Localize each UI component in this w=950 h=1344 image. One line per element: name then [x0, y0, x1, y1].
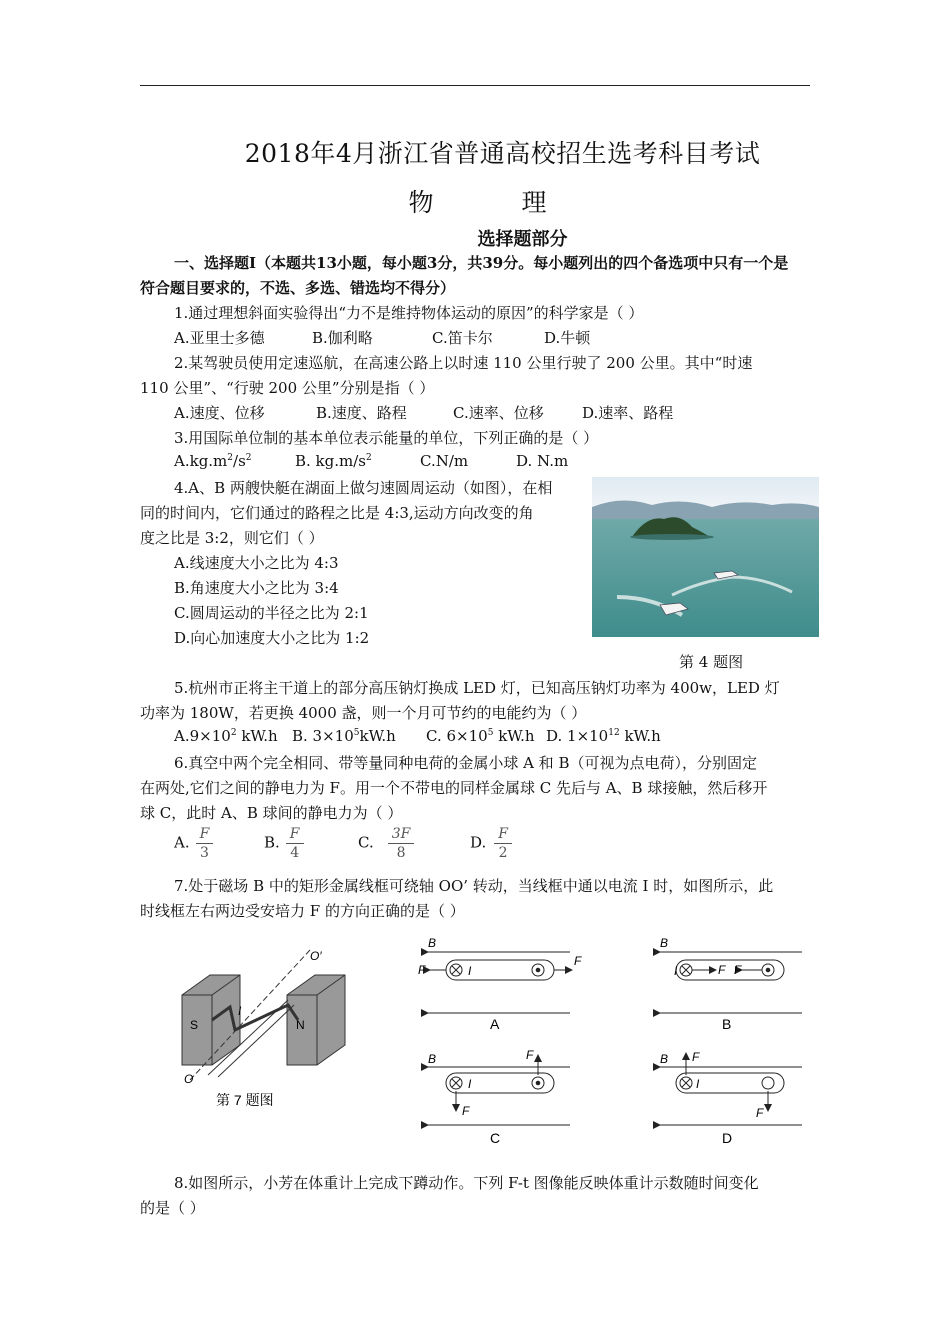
q2-option-d: D.速率、路程: [582, 404, 674, 422]
q5-option-b: B. $3\times 10^5kW.h$: [292, 727, 396, 745]
panel-c-f-right: F: [526, 1048, 534, 1062]
q8-stem-line1: 8.如图所示，小芳在体重计上完成下蹲动作。下列 F-t 图像能反映体重计示数随时间变化: [174, 1174, 759, 1192]
panel-a-f-left: F: [418, 963, 426, 977]
q6-option-c: C. $\frac{3F}{8}$: [358, 825, 420, 862]
q2-option-c: C.速率、位移: [453, 404, 544, 422]
q1-stem: 1.通过理想斜面实验得出“力不是维持物体运动的原因”的科学家是（ ）: [174, 304, 644, 322]
panel-b-f-right: F: [734, 963, 742, 977]
subject-title: 物 理: [408, 188, 587, 217]
magnet-frame-diagram: [182, 950, 345, 1080]
panel-b-b-label: B: [660, 936, 669, 950]
q2-option-a: A.速度、位移: [174, 404, 265, 422]
q5-option-d: D. $1\times 10^{12}$ kW.h: [546, 727, 661, 745]
q6-stem-line1: 6.真空中两个完全相同、带等量同种电荷的金属小球 A 和 B（可视为点电荷），分别固定: [174, 754, 757, 772]
axis-o2-label: O′: [310, 949, 322, 963]
q1-option-b: B.伽利略: [312, 329, 373, 347]
q4-option-d: D.向心加速度大小之比为 1:2: [174, 629, 370, 647]
q2-stem-line1: 2.某驾驶员使用定速巡航，在高速公路上以时速 110 公里行驶了 200 公里。其中“时速: [174, 354, 753, 372]
panel-a-i-label: I: [468, 964, 472, 978]
panel-d-f-right: F: [756, 1106, 764, 1120]
q2-stem-line2: 110 公里”、“行驶 200 公里”分别是指（ ）: [140, 379, 435, 397]
q6-stem-line3: 球 C，此时 A、B 球间的静电力为（ ）: [140, 804, 403, 822]
q4-stem-line1: 4.A、B 两艘快艇在湖面上做匀速圆周运动（如图），在相: [174, 479, 553, 497]
panel-b-label: B: [722, 1016, 732, 1032]
q5-option-a: $A.9\times 10^2$ kW.h: [174, 727, 278, 745]
panel-b-f-left: F: [718, 963, 726, 977]
instructions-line1: 一、选择题I（本题共13小题，每小题3分，共39分。每小题列出的四个备选项中只有一个是: [174, 254, 789, 272]
q3-option-c: C.N/m: [420, 452, 469, 470]
panel-c-f-left: F: [462, 1104, 470, 1118]
top-rule: [140, 85, 810, 86]
exam-title: 2018年4月浙江省普通高校招生选考科目考试: [244, 139, 761, 168]
q4-figure-caption: 第 4 题图: [679, 653, 744, 671]
q6-stem-line2: 在两处,它们之间的静电力为 F。用一个不带电的同样金属球 C 先后与 A、B 球接触，然后移开: [140, 779, 768, 797]
q3-option-b: B. $kg.m/s^2$: [295, 452, 372, 470]
current-label: I: [238, 1004, 242, 1018]
q4-stem-line2: 同的时间内，它们通过的路程之比是 4:3,运动方向改变的角: [140, 504, 534, 522]
q7-panel-d: [660, 1053, 802, 1125]
panel-b-i-label: I: [674, 964, 678, 978]
q7-figure: [170, 925, 820, 1155]
q2-option-b: B.速度、路程: [316, 404, 407, 422]
panel-c-label: C: [490, 1130, 501, 1146]
q4-option-a: A.线速度大小之比为 4:3: [174, 554, 339, 572]
panel-d-label: D: [722, 1130, 733, 1146]
q6-option-a: A. $\frac{F}{3}$: [174, 825, 219, 862]
q1-option-c: C.笛卡尔: [432, 329, 493, 347]
panel-a-label: A: [490, 1016, 500, 1032]
q5-stem-line2: 功率为 180W，若更换 4000 盏，则一个月可节约的电能约为（ ）: [140, 704, 587, 722]
q4-stem-line3: 度之比是 3:2，则它们（ ）: [140, 529, 324, 547]
q1-option-a: A.亚里士多德: [174, 329, 265, 347]
panel-c-i-label: I: [468, 1077, 472, 1091]
q6-option-b: B. $\frac{F}{4}$: [264, 825, 310, 862]
q4-option-b: B.角速度大小之比为 3:4: [174, 579, 339, 597]
q1-option-d: D.牛顿: [544, 329, 591, 347]
q5-stem-line1: 5.杭州市正将主干道上的部分高压钠灯换成 LED 灯，已知高压钠灯功率为 400w，LED 灯: [174, 679, 780, 697]
q7-panel-a: [428, 952, 572, 1013]
panel-d-i-label: I: [696, 1077, 700, 1091]
q7-figure-caption: 第 7 题图: [216, 1092, 274, 1108]
panel-a-f-right: F: [574, 954, 582, 968]
lake-speedboats-photo: [592, 477, 819, 637]
q8-stem-line2: 的是（ ）: [140, 1199, 205, 1217]
panel-a-b-label: B: [428, 936, 437, 950]
panel-d-b-label: B: [660, 1052, 669, 1066]
q7-stem-line1: 7.处于磁场 B 中的矩形金属线框可绕轴 OO’ 转动，当线框中通以电流 I 时，如图所示，此: [174, 877, 774, 895]
q7-panel-c: [428, 1055, 570, 1125]
q6-option-d: D. $\frac{F}{2}$: [470, 825, 518, 862]
magnet-s-label: S: [190, 1018, 199, 1032]
instructions-line2: 符合题目要求的，不选、多选、错选均不得分）: [140, 279, 456, 297]
q3-option-d: D. N.m: [516, 452, 569, 470]
q3-stem: 3.用国际单位制的基本单位表示能量的单位，下列正确的是（ ）: [174, 429, 599, 447]
q7-panel-b: [660, 952, 802, 1013]
magnet-n-label: N: [296, 1018, 305, 1032]
section-title: 选择题部分: [477, 229, 568, 250]
q4-option-c: C.圆周运动的半径之比为 2:1: [174, 604, 369, 622]
q5-option-c: C. $6\times 10^5$ kW.h: [426, 727, 535, 745]
q3-option-a: $A.kg.m^2/s^2$: [174, 452, 252, 470]
q7-stem-line2: 时线框左右两边受安培力 F 的方向正确的是（ ）: [140, 902, 465, 920]
panel-d-f-left: F: [692, 1050, 700, 1064]
panel-c-b-label: B: [428, 1052, 437, 1066]
axis-o-label: O: [184, 1072, 194, 1086]
